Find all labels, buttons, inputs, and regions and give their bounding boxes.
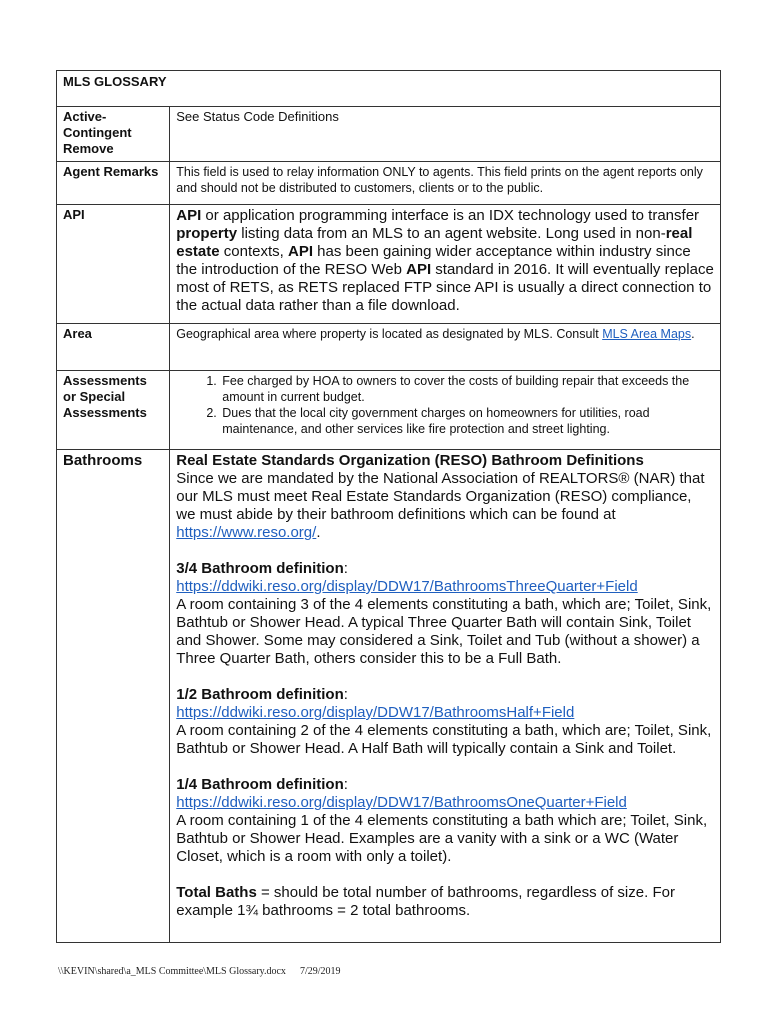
api-text-4: listing data from an MLS to an agent website. Long used in non- [237,225,666,242]
term-assessments: Assessments or Special Assessments [57,371,170,450]
term-active-contingent-remove: Active-Contingent Remove [57,107,170,162]
quarter-bath-link[interactable]: https://ddwiki.reso.org/display/DDW17/BathroomsOneQuarter+Field [176,794,627,811]
quarter-bath-colon: : [343,776,348,793]
api-text-6: contexts, [219,243,288,260]
total-baths-text: = should be total number of bathrooms, regardless of size. For example 1¾ bathrooms = 2 total bathrooms. [176,884,675,919]
half-bath-block [176,686,714,758]
area-text-end: . [691,327,695,341]
term-area: Area [57,324,170,371]
table-row [57,107,721,162]
spacer [176,866,714,884]
bathrooms-heading-block [176,452,714,542]
bathrooms-intro: Since we are mandated by the National Association of REALTORS® (NAR) that our MLS must meet Real Estate Standards Organization (RESO) compliance, we must abide by their bathroom definitions which can be found at [176,470,705,523]
half-bath-colon: : [343,686,348,703]
table-row [57,162,721,205]
footer-file-path: \\KEVIN\shared\a_MLS Committee\MLS Glossary.docx [58,966,286,977]
table-row [57,450,721,943]
half-bath-text: A room containing 2 of the 4 elements constituting a bath, which are; Toilet, Sink, Bathtub or Shower Head. A Half Bath will typically contain a Sink and Toilet. [176,722,712,757]
document-footer [58,966,341,977]
three-quarter-bath-link[interactable]: https://ddwiki.reso.org/display/DDW17/BathroomsThreeQuarter+Field [176,578,638,595]
quarter-bath-title: 1/4 Bathroom definition [176,776,344,793]
three-quarter-bath-title: 3/4 Bathroom definition [176,560,344,577]
api-text-10: standard in 2016. It will eventually replace most of RETS, as RETS replaced FTP since API is usually a direct connection to the actual data rather than a file download. [176,261,714,314]
api-bold-3: property [176,225,238,242]
api-bold-7: API [287,243,313,260]
api-bold-9: API [406,261,432,278]
definition-active-contingent-remove: See Status Code Definitions [170,107,721,162]
footer-date: 7/29/2019 [299,966,341,977]
table-row [57,371,721,450]
api-text-2: or application programming interface is an IDX technology used to transfer [201,207,700,224]
table-header-row [57,71,721,107]
half-bath-title: 1/2 Bathroom definition [176,686,344,703]
term-api: API [57,205,170,324]
api-bold-5: real estate [176,225,693,260]
glossary-table [56,70,721,943]
bathrooms-intro-end: . [316,524,321,541]
term-agent-remarks: Agent Remarks [57,162,170,205]
mls-area-maps-link[interactable]: MLS Area Maps [602,327,692,341]
api-text-8: has been gaining wider acceptance within industry since the introduction of the RESO Web [176,243,691,278]
table-row [57,205,721,324]
three-quarter-bath-block [176,560,714,668]
bathrooms-heading: Real Estate Standards Organization (RESO) Bathroom Definitions [176,452,644,469]
definition-agent-remarks [170,162,721,205]
total-baths-block [176,884,714,920]
assessments-list [176,373,714,437]
list-item: 2. Dues that the local city government charges on homeowners for utilities, road maintenance, and other services like fire protection and street lighting. [220,405,714,437]
quarter-bath-text: A room containing 1 of the 4 elements constituting a bath which are; Toilet, Sink, Bathtub or Shower Head. Examples are a vanity with a sink or a WC (Water Closet, which is a room with only a toilet). [176,812,708,865]
half-bath-link[interactable]: https://ddwiki.reso.org/display/DDW17/BathroomsHalf+Field [176,704,575,721]
quarter-bath-block [176,776,714,866]
spacer [176,758,714,776]
spacer [176,668,714,686]
table-row [57,324,721,371]
list-item: 1. Fee charged by HOA to owners to cover the costs of building repair that exceeds the amount in current budget. [220,373,714,405]
agent-remarks-text: This field is used to relay information ONLY to agents. This field prints on the agent reports only and should not be distributed to customers, clients or to the public. [176,165,703,195]
api-bold-1: API [176,207,202,224]
definition-assessments [170,371,721,450]
total-baths-title: Total Baths [176,884,257,901]
glossary-title: MLS GLOSSARY [57,71,721,107]
three-quarter-bath-colon: : [343,560,348,577]
definition-api [170,205,721,324]
term-bathrooms: Bathrooms [57,450,170,943]
definition-area [170,324,721,371]
definition-bathrooms [170,450,721,943]
spacer [176,542,714,560]
three-quarter-bath-text: A room containing 3 of the 4 elements constituting a bath, which are; Toilet, Sink, Bathtub or Shower Head. A typical Three Quarter Bath will contain Sink, Toilet and Shower. Some may considered a Sink, Toilet and Tub (without a shower) a Three Quarter Bath, others consider this to be a Full Bath. [176,596,712,667]
reso-link[interactable]: https://www.reso.org/ [176,524,317,541]
area-text: Geographical area where property is located as designated by MLS. Consult [176,327,603,341]
